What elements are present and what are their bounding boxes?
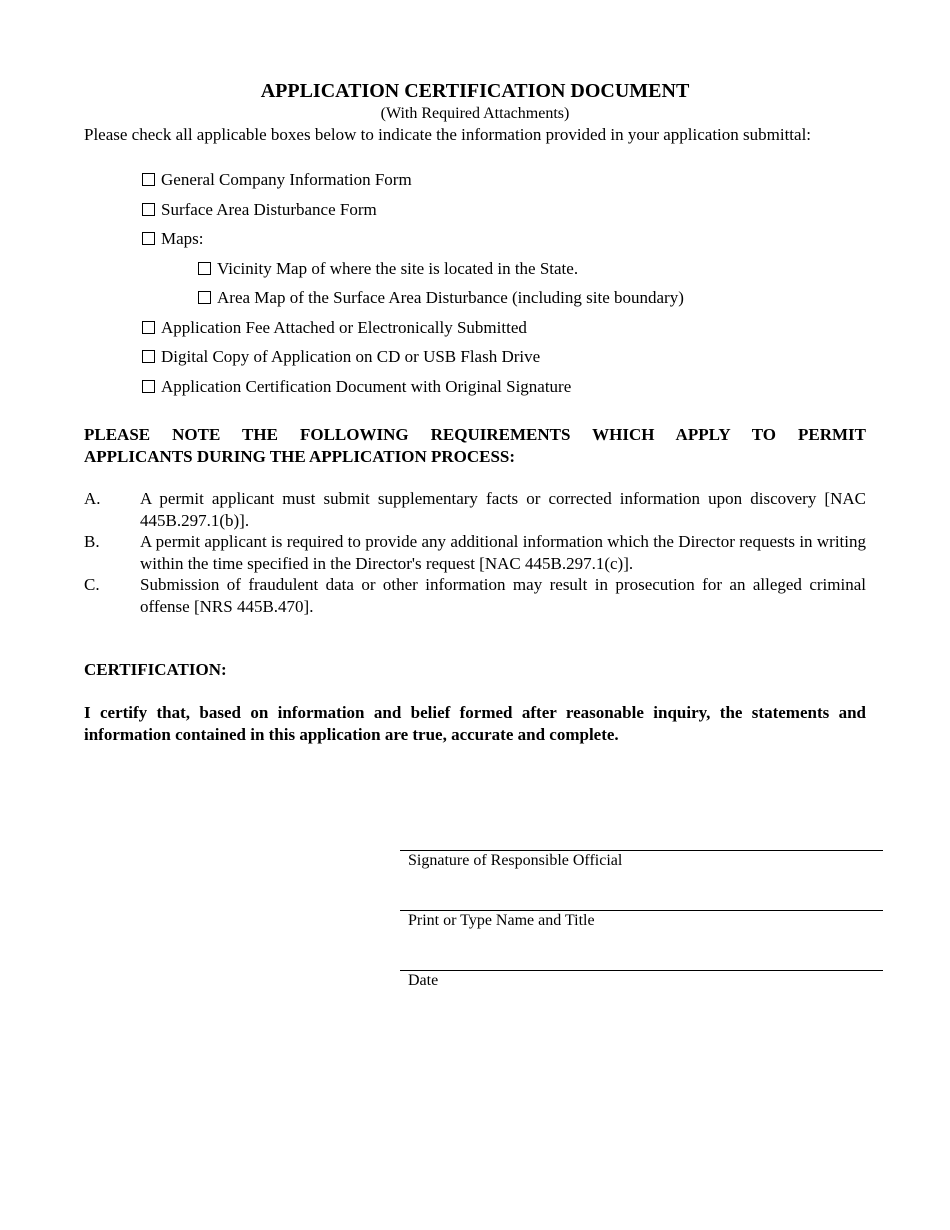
checklist-item-label: General Company Information Form bbox=[161, 170, 412, 189]
document-subtitle: (With Required Attachments) bbox=[380, 105, 570, 122]
checklist-item-general-company[interactable] bbox=[142, 169, 412, 191]
checklist-item-label: Application Fee Attached or Electronically Submitted bbox=[161, 318, 527, 337]
checklist-item-digital-copy[interactable] bbox=[142, 346, 540, 368]
requirement-text: A permit applicant is required to provide any additional information which the Director requests in writing within the time specified in the Director's request [NAC 445B.297.1(c)]. bbox=[140, 532, 866, 573]
document-title: APPLICATION CERTIFICATION DOCUMENT bbox=[260, 80, 690, 102]
checkbox[interactable] bbox=[142, 173, 155, 186]
checklist-item-surface-area[interactable] bbox=[142, 199, 377, 221]
requirements-heading bbox=[84, 424, 866, 468]
checklist-item-label: Maps: bbox=[161, 229, 204, 248]
checkbox[interactable] bbox=[198, 291, 211, 304]
checklist-item-label: Digital Copy of Application on CD or USB Flash Drive bbox=[161, 347, 541, 366]
checklist-item-label: Surface Area Disturbance Form bbox=[161, 200, 377, 219]
signature-label: Signature of Responsible Official bbox=[408, 852, 623, 869]
requirement-letter: A. bbox=[84, 489, 101, 508]
checklist-item-vicinity-map[interactable] bbox=[198, 258, 578, 280]
checklist-item-label: Application Certification Document with Original Signature bbox=[161, 377, 572, 396]
date-label: Date bbox=[408, 972, 439, 989]
requirement-text: Submission of fraudulent data or other information may result in prosecution for an alleged criminal offense [NRS 445B.470]. bbox=[140, 575, 866, 616]
name-title-label: Print or Type Name and Title bbox=[408, 912, 595, 929]
requirements-heading-line-2: APPLICANTS DURING THE APPLICATION PROCESS: bbox=[84, 447, 516, 466]
checklist-item-application-fee[interactable] bbox=[142, 317, 527, 339]
checklist-item-area-map[interactable] bbox=[198, 287, 684, 309]
requirements-heading-line-1: PLEASE NOTE THE FOLLOWING REQUIREMENTS WHICH APPLY TO PERMIT bbox=[84, 425, 866, 444]
checkbox[interactable] bbox=[142, 232, 155, 245]
checkbox[interactable] bbox=[142, 380, 155, 393]
checklist-item-maps[interactable] bbox=[142, 228, 204, 250]
checklist-item-certification-doc[interactable] bbox=[142, 376, 571, 398]
requirement-text: A permit applicant must submit supplementary facts or corrected information upon discovery [NAC 445B.297.1(b)]. bbox=[140, 489, 866, 530]
checklist-item-label: Vicinity Map of where the site is located in the State. bbox=[217, 259, 579, 278]
checkbox[interactable] bbox=[198, 262, 211, 275]
date-line[interactable] bbox=[400, 970, 883, 971]
checkbox[interactable] bbox=[142, 350, 155, 363]
certification-heading: CERTIFICATION: bbox=[84, 660, 227, 679]
requirement-letter: C. bbox=[84, 575, 100, 594]
checklist-item-label: Area Map of the Surface Area Disturbance (including site boundary) bbox=[217, 288, 684, 307]
checkbox[interactable] bbox=[142, 321, 155, 334]
instructions-text: Please check all applicable boxes below to indicate the information provided in your application submittal: bbox=[84, 125, 812, 144]
requirement-letter: B. bbox=[84, 532, 100, 551]
certification-statement: I certify that, based on information and belief formed after reasonable inquiry, the statements and information contained in this application are true, accurate and complete. bbox=[84, 703, 866, 744]
checkbox[interactable] bbox=[142, 203, 155, 216]
